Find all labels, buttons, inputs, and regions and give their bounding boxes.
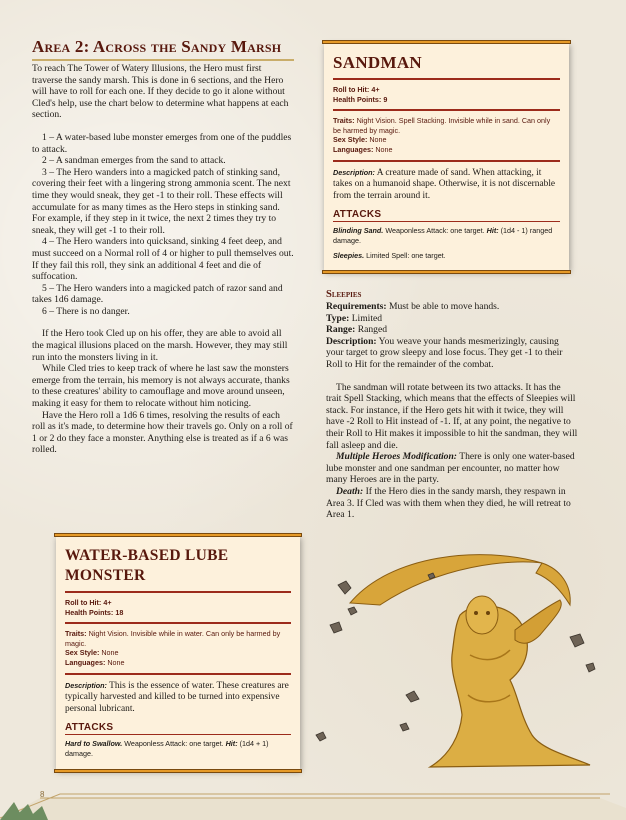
lube-roll-to-hit: 4+: [103, 598, 112, 607]
area-heading: Area 2: Across the Sandy Marsh: [32, 37, 282, 56]
sandman-traits: Night Vision. Spell Stacking. Invisible while in sand. Can only be harmed by magic.: [333, 116, 551, 135]
roll-6: 6 – There is no danger.: [42, 305, 130, 317]
cled-paragraph: If the Hero took Cled up on his offer, they are able to avoid all the magical illusions placed on the marsh. However, they may still run into the monsters living in it.: [32, 328, 288, 363]
roll-1: 1 – A water-based lube monster emerges from one of the puddles to attack.: [32, 131, 292, 155]
lube-attacks-title: ATTACKS: [65, 722, 114, 734]
page-number: 8: [40, 790, 45, 799]
lube-monster-statblock: WATER-BASED LUBE MONSTER Roll to Hit: 4+ Health Points: 18 Traits: Night Vision. Invisible while in water. Can only be harmed by magic. Sex Style: None Languages: None Description: This is the essence of water. These creatures are typically harvested and killed to be turned into expensive personal lubricant. ATTACKS Hard to Swallow. Weaponless Attack: one target. Hit: (1d4 + 1) damage.: [56, 536, 300, 770]
footer-ornament: [0, 790, 626, 820]
sleepies-type: Limited: [351, 312, 383, 324]
sandman-attack-1: Blinding Sand. Weaponless Attack: one target. Hit: (1d4 - 1) ranged damage.: [333, 226, 553, 245]
sandman-attack-2: Sleepies. Limited Spell: one target.: [333, 250, 446, 260]
heading-underline: [32, 59, 294, 61]
sandman-description: A creature made of sand. When attacking, it takes on a humanoid shape. Otherwise, it is not discernable from the terrain around it.: [333, 167, 556, 201]
left-column: [32, 36, 294, 456]
lube-traits: Night Vision. Invisible while in water. Can only be harmed by magic.: [65, 629, 281, 648]
sleepies-requirements: Must be able to move hands.: [388, 301, 500, 312]
sandman-attacks-title: ATTACKS: [333, 209, 382, 221]
lube-description: This is the essence of water. These creatures are typically harvested and killed to be turned into expensive personal lubricant.: [65, 680, 289, 714]
roll-5: 5 – The Hero wanders into a magicked patch of razor sand and takes 1d6 damage.: [32, 282, 283, 306]
lube-attack-1: Hard to Swallow. Weaponless Attack: one target. Hit: (1d4 + 1) damage.: [65, 739, 269, 758]
sandman-name: SANDMAN: [333, 53, 422, 72]
sleepies-description: You weave your hands mesmerizingly, causing your target to grow sleepy and lose focus. They get -1 to their Roll to Hit for the remainder of the combat.: [326, 335, 563, 370]
death-paragraph: Death: If the Hero dies in the sandy marsh, they respawn in Area 3. If Cled was with them when they died, he will retreat to Area 1.: [326, 485, 571, 521]
roll-paragraph: Have the Hero roll a 1d6 6 times, resolving the results of each roll as it's made, to determine how their travels go. Only on a roll of 1 or 2 do they face a monster. Anything else is treated as if a 6 was rolled.: [32, 409, 293, 456]
rotation-paragraph: The sandman will rotate between its two attacks. It has the trait Spell Stacking, which means that the effects of Sleepies will stack. For instance, if the Hero gets hit with it twice, they will have -2 Roll to Hit instead of -1. If, at any point, the negative to their Roll to Hit makes it impossible to hit the sandman, they will fall asleep and die.: [326, 381, 578, 451]
sandman-health: 9: [383, 94, 388, 104]
track-paragraph: While Cled tries to keep track of where he last saw the monsters emerge from the terrain, his memory is not always accurate, thanks to these creatures' ability to camouflage and move around unseen, making it easy for them to relocate without him noticing.: [32, 363, 290, 410]
sandman-statblock: SANDMAN Roll to Hit: 4+ Health Points: 9 Traits: Night Vision. Spell Stacking. Invisible while in sand. Can only be harmed by magic. Sex Style: None Languages: None Description: A creature made of sand. When attacking, it takes on a humanoid shape. Otherwise, it is not discernable from the terrain around it. ATTACKS Blinding Sand. Weaponless Attack: one target. Hit: (1d4 - 1) ranged damage. Sleepies. Limited Spell: one target.: [324, 43, 569, 271]
roll-3: 3 – The Hero wanders into a magicked patch of stinking sand, covering their feet with a lingering strong ammonia scent. The next time they would sneak, they get -1 to their roll. These effects will accumulate for as many times as the Hero steps in stinking sand. For example, if they step in it twice, the next 2 times they try to sneak, they will get -1 to their roll.: [32, 166, 291, 236]
sleepies-range: Ranged: [357, 324, 388, 336]
lube-monster-name: WATER-BASED LUBE MONSTER: [65, 547, 229, 584]
right-column: Sleepies Requirements: Must be able to move hands. Type: Limited Range: Ranged Description: You weave your hands mesmerizingly, causing your target to grow sleepy and lose focus. They get -1 to their Roll to Hit for the remainder of the combat. The sandman will rotate between its two attacks. It has the trait Spell Stacking, which means that the effects of Sleepies will stack. For instance, if the Hero gets hit with it twice, they will have -2 Roll to Hit instead of -1. If, at any point, the negative to their Roll to Hit makes it impossible to hit the sandman, they will fall asleep and die. Multiple Heroes Modification: There is only one water-based lube monster and one sandman per encounter, no matter how many Heroes are in the party. Death: If the Hero dies in the sandy marsh, they respawn in Area 3. If Cled was with them when they died, he will retreat to Area 1.: [326, 289, 578, 521]
roll-4: 4 – The Hero wanders into quicksand, sinking 4 feet deep, and must succeed on a Normal roll of 4 or higher to pull themselves out. If they fail this roll, they sink an additional 4 feet and die of suffocation.: [32, 236, 294, 283]
lube-health: 18: [115, 607, 124, 617]
multi-heroes-paragraph: Multiple Heroes Modification: There is only one water-based lube monster and one sandman per encounter, no matter how many Heroes are in the party.: [326, 451, 575, 486]
sandman-illustration: [310, 545, 626, 785]
sleepies-heading: Sleepies: [326, 289, 362, 300]
sandman-roll-to-hit: 4+: [371, 85, 380, 94]
intro-paragraph: To reach The Tower of Watery Illusions, the Hero must first traverse the sandy marsh. This is done in 6 sections, and the Hero will have to roll for each one. If they decide to go it alone without Cled's help, use the chart below to determine what happens at each section.: [32, 63, 289, 121]
roll-2: 2 – A sandman emerges from the sand to attack.: [42, 155, 226, 167]
area-body: [32, 63, 294, 456]
